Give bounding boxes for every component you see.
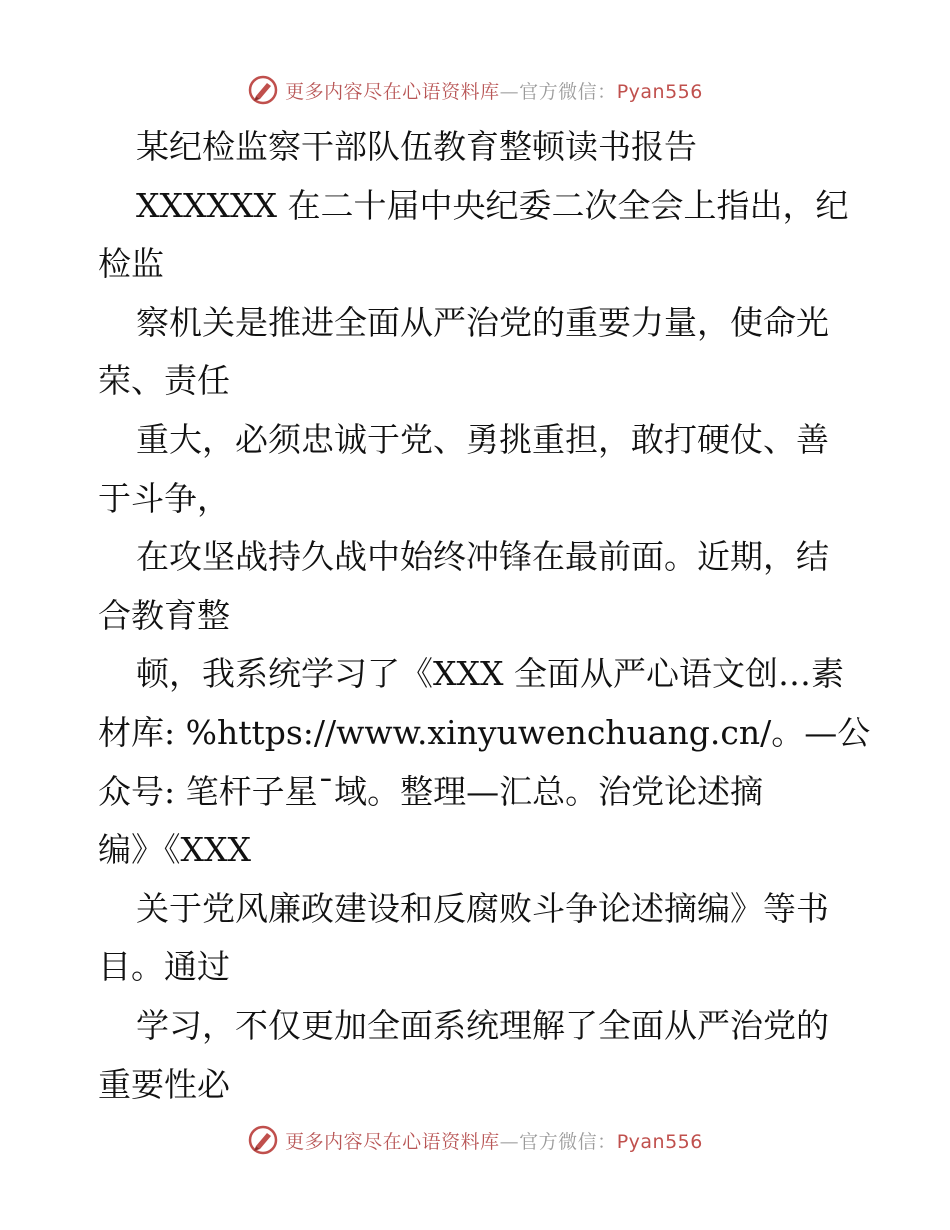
text-line: 关于党风廉政建设和反腐败斗争论述摘编》等书 bbox=[136, 888, 829, 928]
text-line: XXXXXX 在二十届中央纪委二次全会上指出，纪 bbox=[136, 185, 849, 225]
watermark-dash: — bbox=[499, 80, 520, 103]
watermark-header bbox=[0, 70, 950, 110]
document-title: 某纪检监察干部队伍教育整顿读书报告 bbox=[136, 127, 697, 166]
text-line: 学习，不仅更加全面系统理解了全面从严治党的 bbox=[136, 1005, 829, 1045]
text-line: 顿，我系统学习了《XXX 全面从严心语文创…素 bbox=[136, 654, 844, 694]
pen-logo-icon bbox=[247, 74, 279, 106]
watermark-sub: 官方微信： bbox=[519, 1130, 617, 1153]
watermark-main: 更多内容尽在心语资料库 bbox=[285, 80, 500, 103]
text-line: 重大，必须忠诚于党、勇挑重担，敢打硬仗、善 bbox=[136, 419, 829, 459]
watermark-text bbox=[285, 1127, 703, 1154]
text-line: 编》《XXX bbox=[98, 830, 251, 870]
text-line: 材库: %https://www.xinyuwenchuang.cn/。—公 bbox=[98, 712, 871, 752]
watermark-footer bbox=[0, 1120, 950, 1160]
text-line: 检监 bbox=[98, 244, 164, 284]
pen-logo-icon bbox=[247, 1124, 279, 1156]
text-line: 察机关是推进全面从严治党的重要力量，使命光 bbox=[136, 302, 829, 342]
watermark-dash: — bbox=[499, 1130, 520, 1153]
text-line: 众号: 笔杆子星¯域。整理—汇总。治党论述摘 bbox=[98, 771, 764, 811]
text-line: 合教育整 bbox=[98, 595, 230, 635]
document-body bbox=[98, 118, 878, 1114]
text-line: 在攻坚战持久战中始终冲锋在最前面。近期，结 bbox=[136, 537, 829, 577]
watermark-main: 更多内容尽在心语资料库 bbox=[285, 1130, 500, 1153]
text-line: 重要性必 bbox=[98, 1064, 230, 1104]
watermark-text bbox=[285, 77, 703, 104]
watermark-id: Pyan556 bbox=[616, 1130, 703, 1153]
text-line: 目。通过 bbox=[98, 947, 230, 987]
text-line: 荣、责任 bbox=[98, 361, 230, 401]
text-line: 于斗争， bbox=[98, 478, 230, 518]
watermark-sub: 官方微信： bbox=[519, 80, 617, 103]
watermark-id: Pyan556 bbox=[616, 80, 703, 103]
